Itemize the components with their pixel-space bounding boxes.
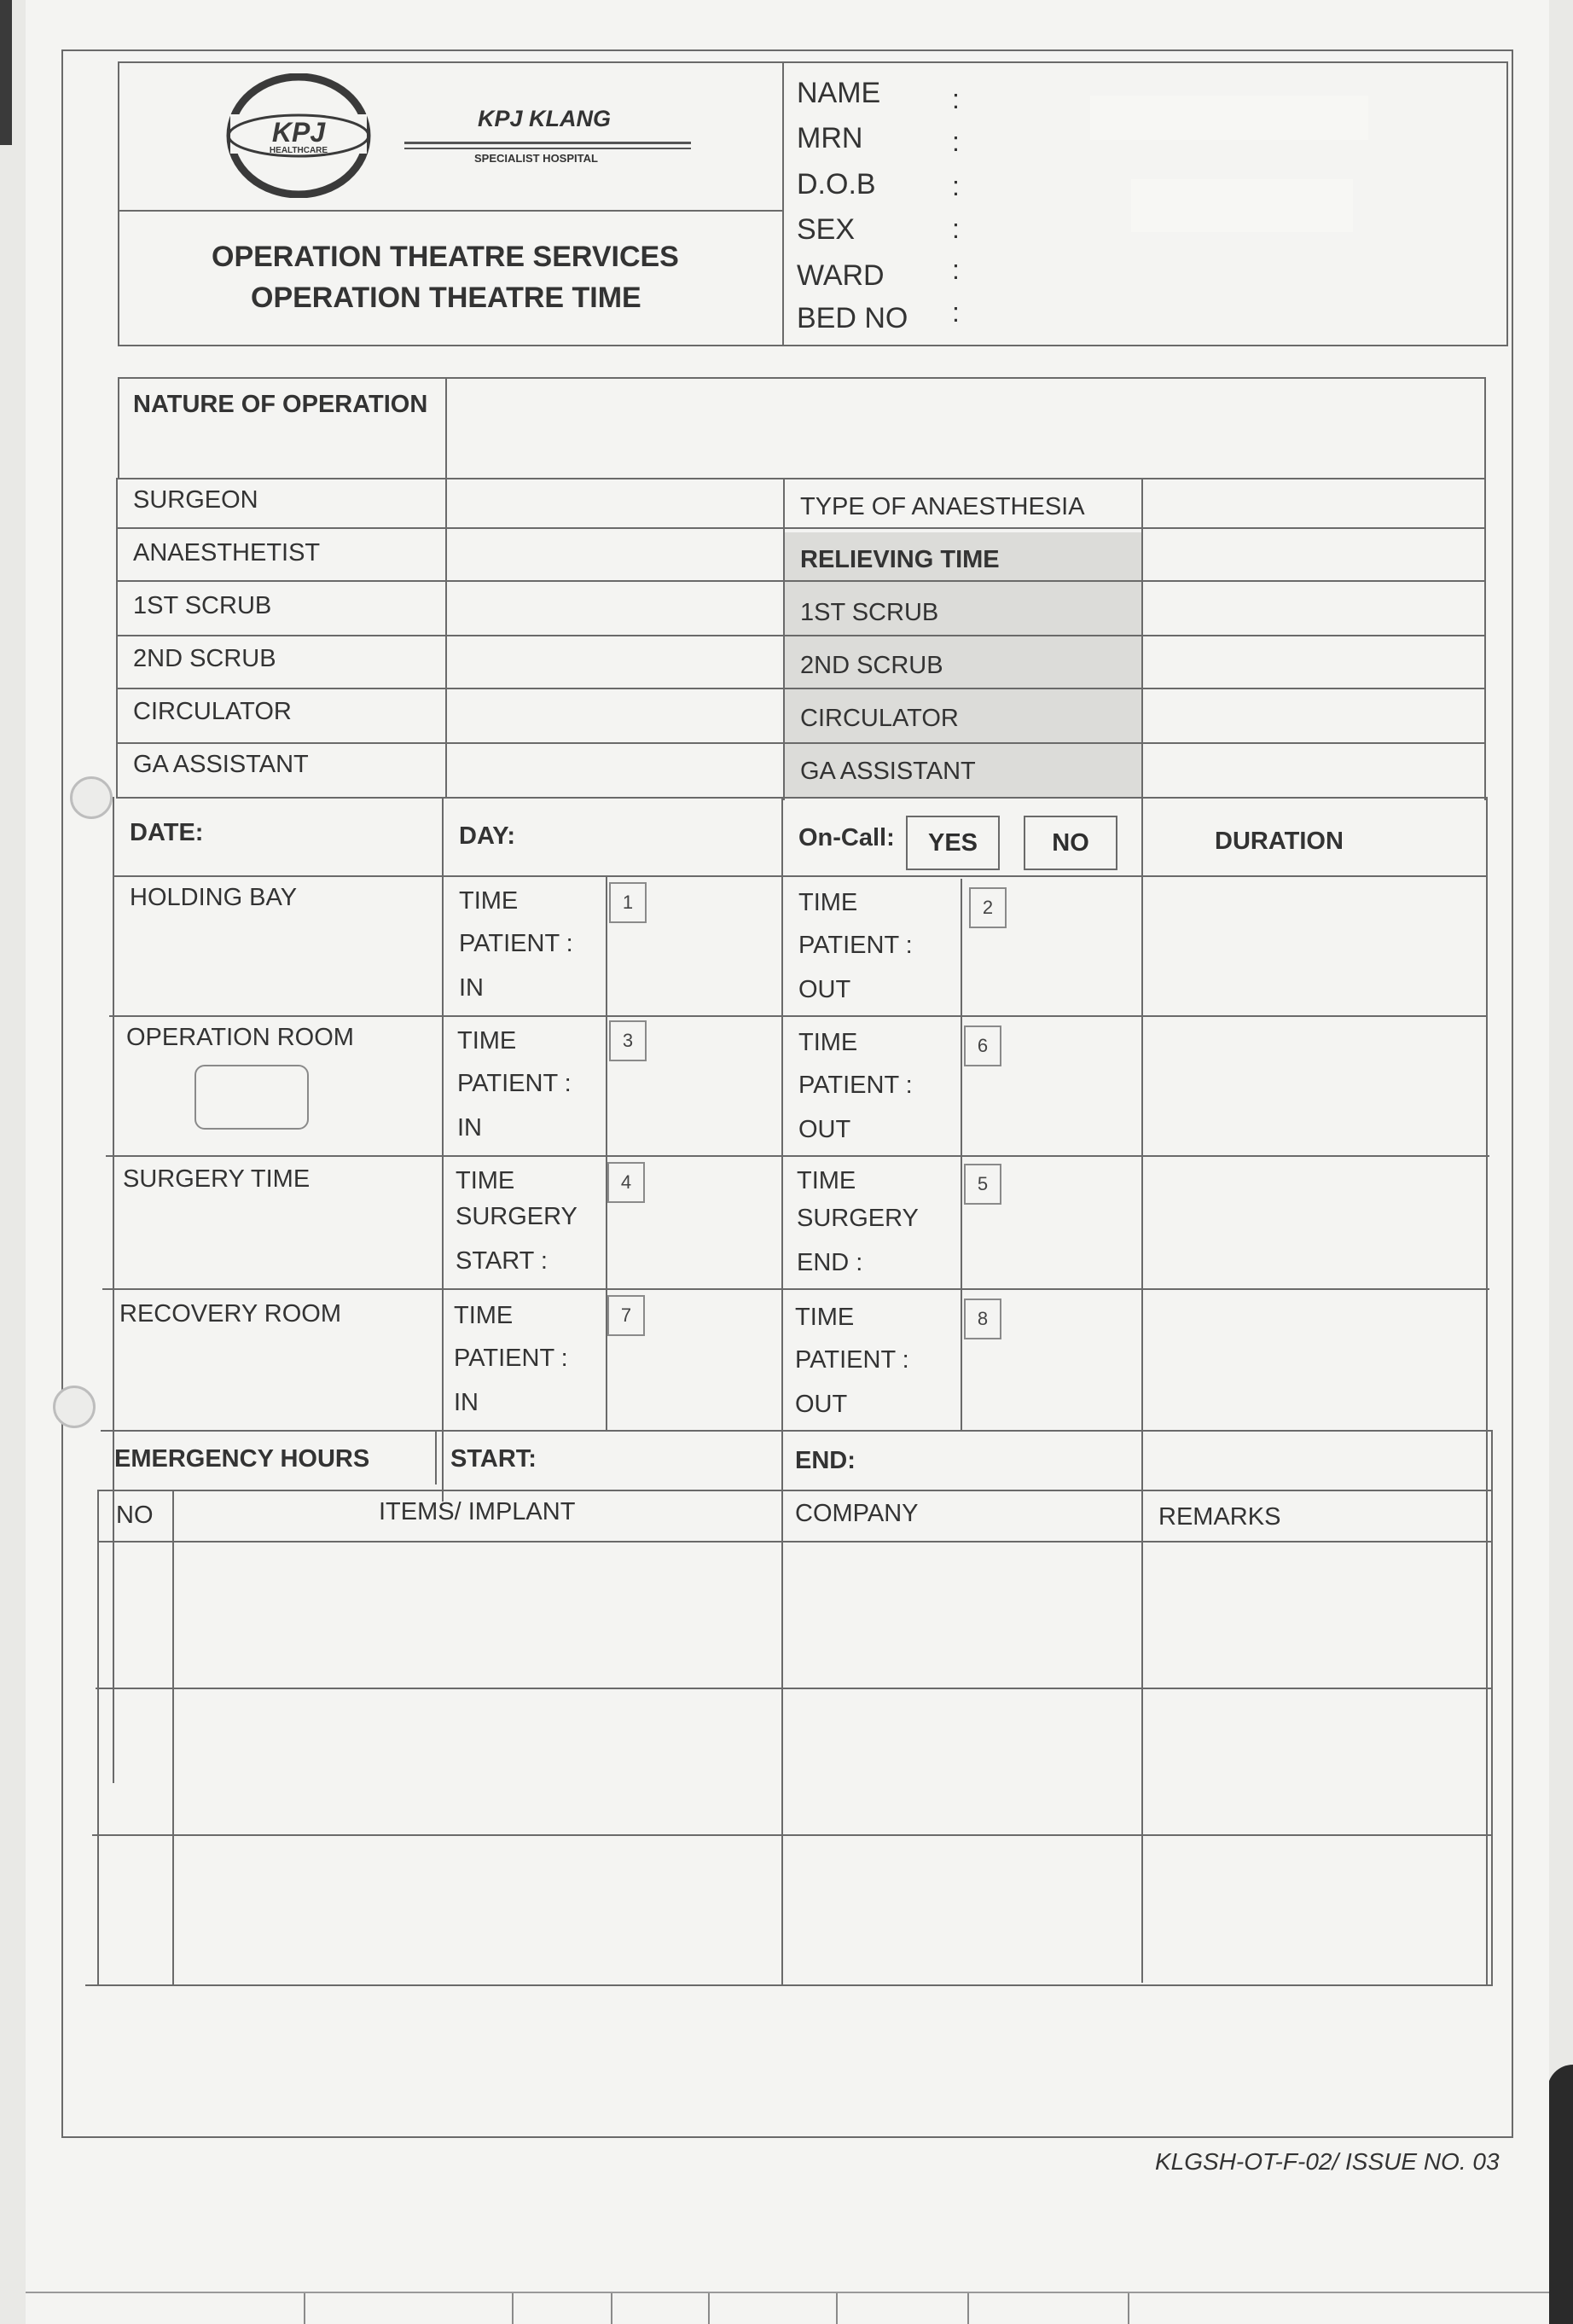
label-ward: WARD xyxy=(797,259,885,292)
document-code: KLGSH-OT-F-02/ ISSUE NO. 03 xyxy=(1155,2148,1500,2175)
binder-hole xyxy=(70,776,113,819)
step-number-3: 3 xyxy=(609,1020,647,1061)
form-title-line2: OPERATION THEATRE TIME xyxy=(251,282,641,314)
label-holding-bay: HOLDING BAY xyxy=(130,884,298,911)
label-anaesthetist: ANAESTHETIST xyxy=(133,539,321,566)
hospital-name: KPJ KLANG xyxy=(478,106,612,131)
label-2nd-scrub: 2ND SCRUB xyxy=(133,645,276,672)
step-number-7: 7 xyxy=(607,1295,645,1336)
col-header-company: COMPANY xyxy=(795,1500,919,1527)
binder-hole xyxy=(53,1386,96,1428)
label-relieving-time: RELIEVING TIME xyxy=(800,546,1000,573)
step-number-5: 5 xyxy=(964,1164,1001,1205)
step-number-2: 2 xyxy=(969,887,1007,928)
label-recovery-room: RECOVERY ROOM xyxy=(119,1300,341,1328)
label-operation-room: OPERATION ROOM xyxy=(126,1024,354,1051)
kpj-logo xyxy=(225,73,372,198)
col-header-items-implant: ITEMS/ IMPLANT xyxy=(379,1498,576,1525)
label-emergency-end: END: xyxy=(795,1447,856,1474)
label-surgeon: SURGEON xyxy=(133,486,258,514)
scanner-edge-right xyxy=(1547,2065,1573,2324)
label-type-of-anaesthesia: TYPE OF ANAESTHESIA xyxy=(800,493,1085,520)
scanner-edge xyxy=(0,0,12,145)
col-header-no: NO xyxy=(116,1502,154,1529)
label-relieving-ga-assistant: GA ASSISTANT xyxy=(800,758,976,785)
label-date: DATE: xyxy=(130,819,204,846)
step-number-4: 4 xyxy=(607,1162,645,1203)
label-name: NAME xyxy=(797,77,881,109)
label-surgery-time: SURGERY TIME xyxy=(123,1165,311,1193)
label-1st-scrub: 1ST SCRUB xyxy=(133,592,272,619)
label-mrn: MRN xyxy=(797,122,863,154)
step-number-6: 6 xyxy=(964,1025,1001,1066)
label-on-call: On-Call: xyxy=(798,824,895,851)
col-header-remarks: REMARKS xyxy=(1158,1503,1281,1531)
label-dob: D.O.B xyxy=(797,168,876,200)
label-bed-no: BED NO xyxy=(797,302,908,334)
label-emergency-start: START: xyxy=(450,1445,537,1473)
on-call-yes-box[interactable]: YES xyxy=(906,816,1000,870)
step-number-8: 8 xyxy=(964,1299,1001,1339)
svg-text:HEALTHCARE: HEALTHCARE xyxy=(269,146,328,155)
label-relieving-2nd-scrub: 2ND SCRUB xyxy=(800,652,943,679)
label-circulator: CIRCULATOR xyxy=(133,698,292,725)
label-relieving-circulator: CIRCULATOR xyxy=(800,705,959,732)
operation-room-number-box[interactable] xyxy=(194,1065,309,1130)
step-number-1: 1 xyxy=(609,882,647,923)
label-day: DAY: xyxy=(459,822,516,850)
label-nature-of-operation: NATURE OF OPERATION xyxy=(133,391,428,418)
form-title-line1: OPERATION THEATRE SERVICES xyxy=(212,241,679,273)
svg-text:KPJ: KPJ xyxy=(271,117,326,148)
label-duration: DURATION xyxy=(1215,828,1344,855)
hospital-subtitle: SPECIALIST HOSPITAL xyxy=(474,152,598,165)
label-ga-assistant: GA ASSISTANT xyxy=(133,751,309,778)
label-relieving-1st-scrub: 1ST SCRUB xyxy=(800,599,939,626)
redaction-dob xyxy=(1131,179,1353,232)
on-call-no-box[interactable]: NO xyxy=(1024,816,1117,870)
label-emergency-hours: EMERGENCY HOURS xyxy=(114,1445,370,1473)
redaction-name xyxy=(1090,96,1368,140)
label-sex: SEX xyxy=(797,213,856,246)
